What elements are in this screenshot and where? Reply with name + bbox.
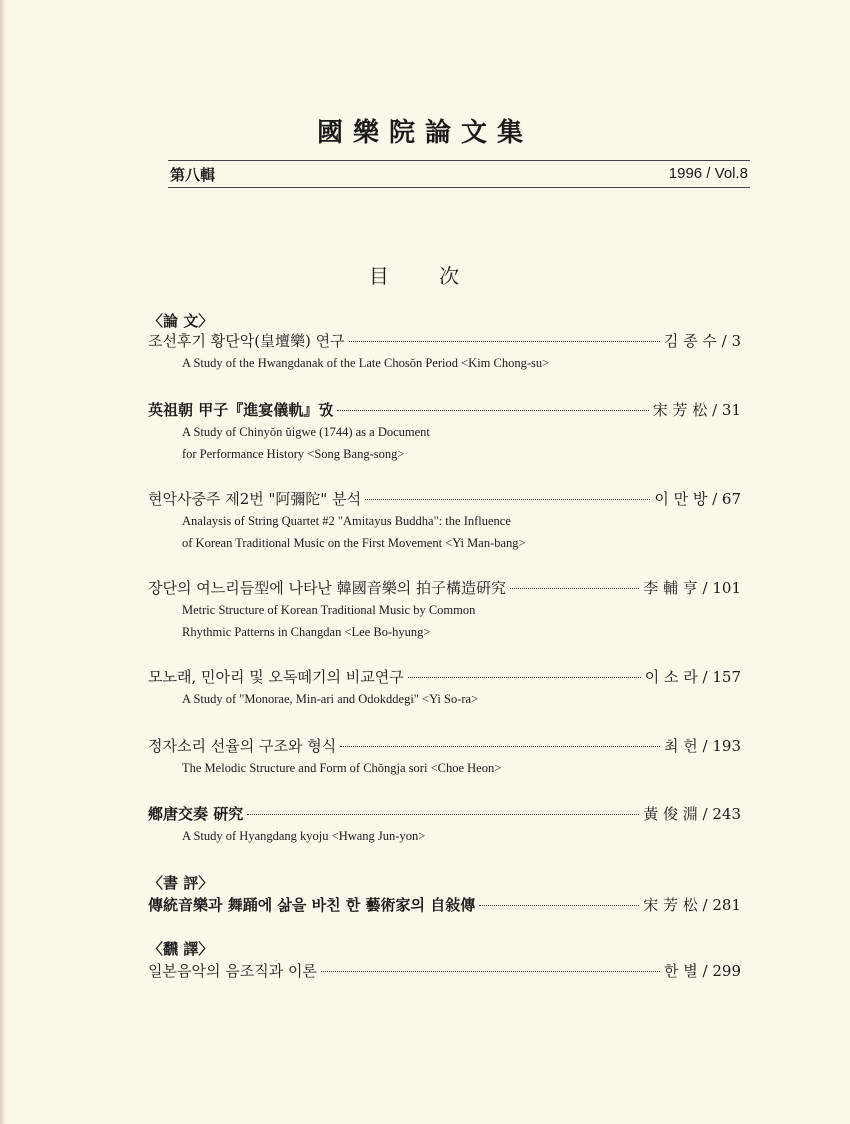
toc-entry[interactable] (148, 666, 741, 710)
entry-title: 傳統音樂과 舞踊에 삶을 바친 한 藝術家의 自敍傳 (148, 896, 476, 914)
year-volume: 1996 / Vol.8 (668, 165, 748, 182)
issue-number: 第八輯 (170, 166, 216, 184)
entry-author-page: 李 輔 亨 / 101 (643, 579, 741, 597)
entry-author-page: 한 별 / 299 (664, 962, 741, 980)
entry-title: 英祖朝 甲子『進宴儀軌』攷 (148, 401, 334, 419)
toc-entry[interactable] (148, 735, 741, 779)
dot-leader (408, 676, 641, 678)
dot-leader (365, 498, 650, 500)
entry-subtitle: The Melodic Structure and Form of Chŏngja sori <Choe Heon> (182, 761, 502, 775)
toc-entry[interactable] (148, 803, 741, 847)
toc-entry[interactable] (148, 488, 741, 554)
entry-author-page: 宋 芳 松 / 281 (643, 896, 741, 914)
dot-leader (510, 587, 639, 589)
toc-heading: 目 次 (368, 264, 482, 288)
toc-entry[interactable] (148, 577, 741, 643)
dot-leader (247, 813, 639, 815)
dot-leader (340, 745, 660, 747)
entry-author-page: 宋 芳 松 / 31 (652, 401, 741, 419)
dot-leader (479, 904, 639, 906)
section-review: 〈書 評〉 (148, 874, 214, 892)
toc-entry[interactable] (148, 894, 741, 916)
toc-entry[interactable] (148, 960, 741, 982)
section-translation: 〈飜 譯〉 (148, 940, 214, 958)
dot-leader (349, 340, 660, 342)
page-edge (0, 0, 6, 1124)
entry-author-page: 이 만 방 / 67 (654, 490, 741, 508)
entry-title: 모노래, 민아리 및 오독떼기의 비교연구 (148, 668, 404, 686)
dot-leader (321, 970, 660, 972)
entry-subtitle: A Study of the Hwangdanak of the Late Chosŏn Period <Kim Chong-su> (182, 356, 550, 370)
issue-bar (168, 160, 750, 188)
entry-author-page: 黃 俊 淵 / 243 (643, 805, 741, 823)
entry-author-page: 이 소 라 / 157 (644, 668, 741, 686)
entry-title: 조선후기 황단악(皇壇樂) 연구 (148, 332, 345, 350)
entry-subtitle: Metric Structure of Korean Traditional Music by Common (182, 603, 476, 617)
toc-entry[interactable] (148, 399, 741, 465)
entry-title: 鄕唐交奏 硏究 (148, 805, 244, 823)
entry-title: 정자소리 선율의 구조와 형식 (148, 737, 337, 755)
entry-author-page: 김 종 수 / 3 (663, 332, 741, 350)
entry-subtitle: A Study of "Monorae, Min-ari and Odokddegi" <Yi So-ra> (182, 692, 479, 706)
entry-title: 현악사중주 제2번 "阿彌陀" 분석 (148, 490, 362, 508)
entry-subtitle: of Korean Traditional Music on the First Movement <Yi Man-bang> (182, 536, 526, 550)
entry-subtitle: Rhythmic Patterns in Changdan <Lee Bo-hyung> (182, 625, 431, 639)
journal-title: 國樂院論文集 (316, 118, 533, 148)
entry-subtitle: for Performance History <Song Bang-song> (182, 447, 405, 461)
toc-entry[interactable] (148, 330, 741, 374)
section-papers: 〈論 文〉 (148, 312, 214, 330)
entry-author-page: 최 헌 / 193 (664, 737, 741, 755)
entry-subtitle: Analaysis of String Quartet #2 "Amitayus Buddha": the Influence (182, 514, 511, 528)
dot-leader (337, 409, 649, 411)
entry-subtitle: A Study of Chinyŏn ŭigwe (1744) as a Document (182, 425, 430, 439)
entry-subtitle: A Study of Hyangdang kyoju <Hwang Jun-yon> (182, 829, 426, 843)
entry-title: 일본음악의 음조직과 이론 (148, 962, 317, 980)
entry-title: 장단의 여느리듬型에 나타난 韓國音樂의 拍子構造硏究 (148, 579, 506, 597)
